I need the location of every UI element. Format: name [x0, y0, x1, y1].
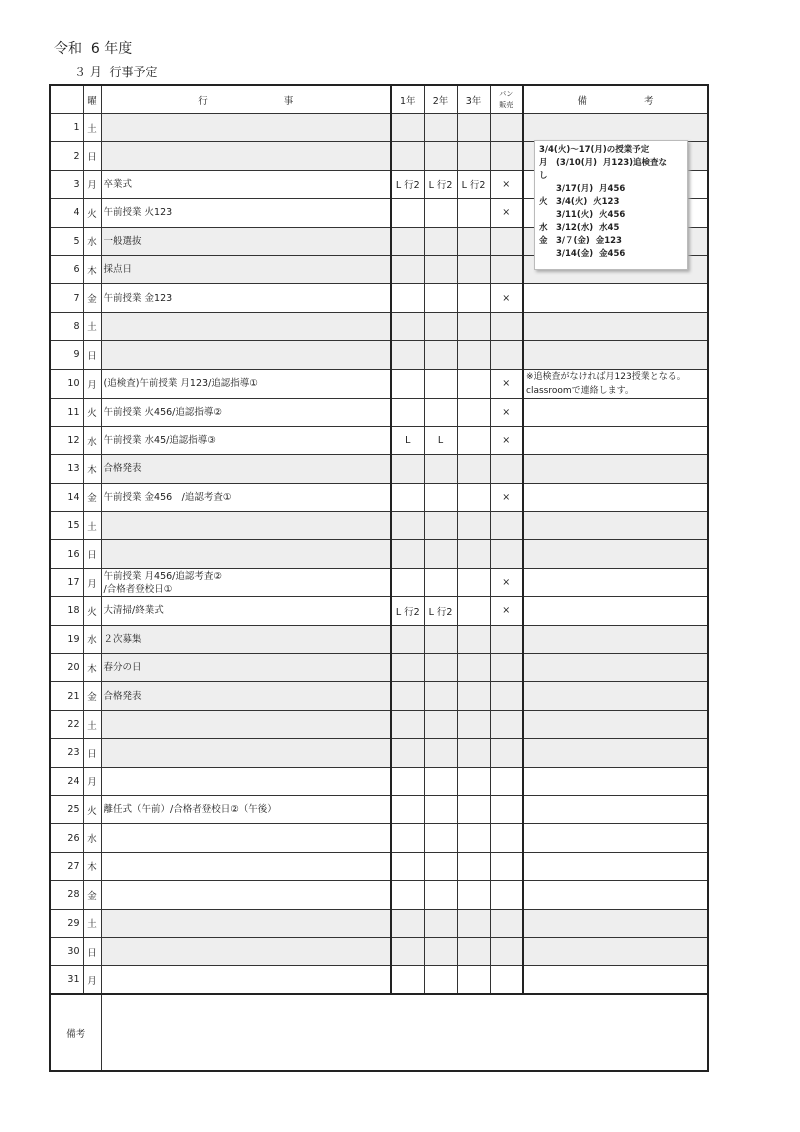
- grade3-cell: [457, 341, 490, 369]
- event-cell: 大清掃/終業式: [101, 597, 391, 625]
- notes-cell: [523, 625, 708, 653]
- grade1-cell: [391, 767, 424, 795]
- notes-cell: [523, 909, 708, 937]
- table-row: [50, 114, 708, 142]
- grade1-cell: [391, 739, 424, 767]
- grade3-cell: L 行2: [457, 170, 490, 198]
- weekday-cell: 日: [83, 739, 101, 767]
- grade2-cell: L: [424, 426, 457, 454]
- pan-sales-cell: [490, 937, 523, 965]
- pan-sales-cell: [490, 767, 523, 795]
- grade2-cell: [424, 512, 457, 540]
- pan-sales-cell: [490, 739, 523, 767]
- grade1-cell: [391, 710, 424, 738]
- grade3-cell: [457, 114, 490, 142]
- grade3-cell: [457, 682, 490, 710]
- grade1-cell: [391, 369, 424, 398]
- table-row: [50, 881, 708, 909]
- weekday-cell: 水: [83, 625, 101, 653]
- table-row: [50, 512, 708, 540]
- popup-line: し: [539, 171, 548, 181]
- notes-cell: [523, 455, 708, 483]
- pan-sales-cell: [490, 227, 523, 255]
- grade2-cell: [424, 710, 457, 738]
- event-cell: [101, 767, 391, 795]
- grade1-cell: [391, 852, 424, 880]
- grade1-cell: [391, 824, 424, 852]
- weekday-cell: 土: [83, 909, 101, 937]
- pan-sales-cell: ×: [490, 426, 523, 454]
- notes-cell: [523, 739, 708, 767]
- grade2-cell: [424, 255, 457, 283]
- grade1-cell: [391, 881, 424, 909]
- table-row: [50, 540, 708, 568]
- event-cell: 合格発表: [101, 455, 391, 483]
- grade3-cell: [457, 455, 490, 483]
- pan-sales-cell: ×: [490, 483, 523, 511]
- pan-sales-cell: [490, 341, 523, 369]
- notes-cell: [523, 682, 708, 710]
- notes-cell: [523, 824, 708, 852]
- popup-line: 月 (3/10(月) 月123)追検査な: [539, 158, 668, 168]
- popup-line: 3/14(金) 金456: [539, 249, 626, 259]
- weekday-cell: 日: [83, 937, 101, 965]
- table-row: [50, 398, 708, 426]
- pan-sales-cell: [490, 881, 523, 909]
- grade3-cell: [457, 227, 490, 255]
- notes-cell: [523, 426, 708, 454]
- day-header: [50, 85, 83, 114]
- weekday-cell: 火: [83, 199, 101, 227]
- weekday-cell: 火: [83, 795, 101, 823]
- grade2-cell: [424, 455, 457, 483]
- weekday-cell: 水: [83, 227, 101, 255]
- event-header: 行 事: [101, 85, 391, 114]
- grade2-cell: [424, 114, 457, 142]
- header-row: [50, 85, 708, 114]
- pan-sales-cell: [490, 540, 523, 568]
- weekday-cell: 月: [83, 568, 101, 596]
- event-cell: [101, 341, 391, 369]
- event-cell: ２次募集: [101, 625, 391, 653]
- pan-sales-cell: [490, 824, 523, 852]
- table-row: [50, 710, 708, 738]
- table-row: [50, 654, 708, 682]
- event-cell: 卒業式: [101, 170, 391, 198]
- event-cell: [101, 710, 391, 738]
- table-row: [50, 312, 708, 340]
- event-cell: 離任式（午前）/合格者登校日②（午後）: [101, 795, 391, 823]
- weekday-cell: 土: [83, 312, 101, 340]
- grade2-cell: [424, 795, 457, 823]
- notes-cell: [523, 312, 708, 340]
- table-row: [50, 795, 708, 823]
- grade1-cell: [391, 795, 424, 823]
- event-cell: [101, 937, 391, 965]
- pan-sales-cell: ×: [490, 369, 523, 398]
- popup-line: 金 3/７(金) 金123: [539, 236, 622, 246]
- weekday-cell: 金: [83, 881, 101, 909]
- grade3-cell: [457, 426, 490, 454]
- day-cell: 11: [50, 398, 83, 426]
- notes-cell: [523, 341, 708, 369]
- grade1-cell: L: [391, 426, 424, 454]
- notes-cell: ※追検査がなければ月123授業となる。 classroomで連絡します。: [523, 369, 708, 398]
- day-cell: 8: [50, 312, 83, 340]
- grade2-cell: [424, 909, 457, 937]
- weekday-cell: 木: [83, 852, 101, 880]
- grade3-cell: [457, 739, 490, 767]
- weekday-cell: 水: [83, 426, 101, 454]
- table-row: [50, 284, 708, 312]
- grade2-cell: [424, 284, 457, 312]
- pan-sales-cell: ×: [490, 597, 523, 625]
- pan-sales-cell: [490, 312, 523, 340]
- popup-line: 3/4(火)～17(月)の授業予定: [539, 145, 650, 155]
- event-cell: 午前授業 水45/追認指導③: [101, 426, 391, 454]
- pan-sales-cell: ×: [490, 199, 523, 227]
- table-row: [50, 625, 708, 653]
- grade3-cell: [457, 568, 490, 596]
- grade3-cell: [457, 710, 490, 738]
- notes-cell: [523, 398, 708, 426]
- grade2-cell: [424, 142, 457, 170]
- weekday-cell: 日: [83, 540, 101, 568]
- day-cell: 27: [50, 852, 83, 880]
- event-cell: 午前授業 金456 /追認考査①: [101, 483, 391, 511]
- day-cell: 25: [50, 795, 83, 823]
- weekday-cell: 土: [83, 512, 101, 540]
- pan-sales-cell: [490, 654, 523, 682]
- weekday-cell: 金: [83, 682, 101, 710]
- grade2-cell: L 行2: [424, 170, 457, 198]
- table-row: [50, 852, 708, 880]
- pan-sales-cell: [490, 909, 523, 937]
- event-cell: (追検査)午前授業 月123/追認指導①: [101, 369, 391, 398]
- event-cell: 午前授業 火456/追認指導②: [101, 398, 391, 426]
- grade3-cell: [457, 540, 490, 568]
- day-cell: 13: [50, 455, 83, 483]
- notes-cell: [523, 937, 708, 965]
- grade3-cell: [457, 597, 490, 625]
- day-cell: 4: [50, 199, 83, 227]
- grade1-cell: [391, 227, 424, 255]
- table-row: [50, 937, 708, 965]
- day-cell: 26: [50, 824, 83, 852]
- event-cell: 一般選抜: [101, 227, 391, 255]
- grade1-header: 1年: [391, 85, 424, 114]
- grade3-cell: [457, 625, 490, 653]
- day-cell: 18: [50, 597, 83, 625]
- grade3-cell: [457, 512, 490, 540]
- weekday-cell: 火: [83, 398, 101, 426]
- notes-cell: [523, 852, 708, 880]
- grade3-cell: [457, 767, 490, 795]
- event-cell: 午前授業 金123: [101, 284, 391, 312]
- grade1-cell: [391, 568, 424, 596]
- grade1-cell: [391, 284, 424, 312]
- notes-header: 備 考: [523, 85, 708, 114]
- footer-notes-area: [101, 994, 708, 1071]
- grade2-cell: [424, 767, 457, 795]
- month-title: ３ 月 行事予定: [74, 65, 158, 79]
- grade1-cell: [391, 937, 424, 965]
- grade1-cell: [391, 625, 424, 653]
- weekday-cell: 土: [83, 710, 101, 738]
- table-row: [50, 909, 708, 937]
- table-row: [50, 597, 708, 625]
- notes-cell: [523, 483, 708, 511]
- grade3-cell: [457, 966, 490, 994]
- day-cell: 17: [50, 568, 83, 596]
- notes-cell: [523, 512, 708, 540]
- weekday-cell: 月: [83, 170, 101, 198]
- grade1-cell: [391, 114, 424, 142]
- event-cell: 午前授業 火123: [101, 199, 391, 227]
- grade1-cell: [391, 483, 424, 511]
- table-row: [50, 966, 708, 994]
- table-row: [50, 483, 708, 511]
- day-cell: 22: [50, 710, 83, 738]
- grade1-cell: [391, 966, 424, 994]
- notes-cell: [523, 966, 708, 994]
- day-cell: 16: [50, 540, 83, 568]
- pan-sales-cell: ×: [490, 398, 523, 426]
- grade2-cell: [424, 483, 457, 511]
- footer-label: 備考: [50, 994, 101, 1071]
- grade1-cell: [391, 398, 424, 426]
- notes-cell: [523, 767, 708, 795]
- weekday-cell: 日: [83, 142, 101, 170]
- pan-sales-cell: [490, 852, 523, 880]
- popup-line: 水 3/12(水) 水45: [539, 223, 620, 233]
- day-cell: 1: [50, 114, 83, 142]
- grade3-cell: [457, 312, 490, 340]
- grade1-cell: [391, 312, 424, 340]
- weekday-header: 曜: [83, 85, 101, 114]
- grade1-cell: [391, 909, 424, 937]
- event-cell: [101, 540, 391, 568]
- popup-line: 3/11(火) 火456: [539, 210, 626, 220]
- grade2-cell: [424, 824, 457, 852]
- grade2-cell: [424, 625, 457, 653]
- notes-cell: [523, 540, 708, 568]
- pan-header-line2: 販売: [499, 100, 514, 109]
- event-cell: [101, 739, 391, 767]
- grade2-cell: [424, 654, 457, 682]
- event-cell: [101, 114, 391, 142]
- grade1-cell: [391, 682, 424, 710]
- day-cell: 24: [50, 767, 83, 795]
- day-cell: 7: [50, 284, 83, 312]
- grade3-cell: [457, 398, 490, 426]
- grade2-cell: [424, 682, 457, 710]
- grade3-cell: [457, 284, 490, 312]
- day-cell: 3: [50, 170, 83, 198]
- day-cell: 2: [50, 142, 83, 170]
- grade1-cell: [391, 455, 424, 483]
- notes-cell: [523, 284, 708, 312]
- grade2-cell: [424, 341, 457, 369]
- grade3-cell: [457, 937, 490, 965]
- notes-cell: [523, 881, 708, 909]
- grade3-cell: [457, 654, 490, 682]
- grade2-cell: [424, 739, 457, 767]
- grade2-cell: [424, 852, 457, 880]
- grade3-header: 3年: [457, 85, 490, 114]
- grade2-cell: [424, 369, 457, 398]
- grade1-cell: [391, 142, 424, 170]
- popup-line: 火 3/4(火) 火123: [539, 197, 620, 207]
- day-cell: 29: [50, 909, 83, 937]
- pan-sales-cell: [490, 682, 523, 710]
- weekday-cell: 月: [83, 369, 101, 398]
- table-row: [50, 341, 708, 369]
- event-cell: [101, 881, 391, 909]
- weekday-cell: 日: [83, 341, 101, 369]
- event-cell: 合格発表: [101, 682, 391, 710]
- pan-sales-cell: ×: [490, 170, 523, 198]
- notes-cell: [523, 654, 708, 682]
- notes-cell: [523, 597, 708, 625]
- day-cell: 30: [50, 937, 83, 965]
- grade2-cell: [424, 881, 457, 909]
- weekday-cell: 月: [83, 767, 101, 795]
- pan-header-line1: パン: [499, 89, 514, 98]
- weekday-cell: 月: [83, 966, 101, 994]
- grade1-cell: [391, 540, 424, 568]
- grade1-cell: [391, 512, 424, 540]
- pan-sales-header: [490, 85, 523, 114]
- weekday-cell: 水: [83, 824, 101, 852]
- grade1-cell: [391, 654, 424, 682]
- pan-sales-cell: ×: [490, 284, 523, 312]
- day-cell: 23: [50, 739, 83, 767]
- grade2-cell: L 行2: [424, 597, 457, 625]
- grade2-cell: [424, 966, 457, 994]
- weekday-cell: 火: [83, 597, 101, 625]
- pan-sales-cell: [490, 512, 523, 540]
- grade3-cell: [457, 795, 490, 823]
- event-cell: 採点日: [101, 255, 391, 283]
- grade2-cell: [424, 398, 457, 426]
- pan-sales-cell: ×: [490, 568, 523, 596]
- footer-row: [50, 994, 708, 1071]
- grade2-cell: [424, 312, 457, 340]
- year-title: 令和 6 年度: [54, 41, 133, 57]
- day-cell: 15: [50, 512, 83, 540]
- weekday-cell: 木: [83, 455, 101, 483]
- pan-sales-cell: [490, 625, 523, 653]
- grade2-header: 2年: [424, 85, 457, 114]
- day-cell: 6: [50, 255, 83, 283]
- pan-sales-cell: [490, 795, 523, 823]
- weekday-cell: 土: [83, 114, 101, 142]
- grade3-cell: [457, 255, 490, 283]
- grade3-cell: [457, 881, 490, 909]
- table-row: [50, 739, 708, 767]
- grade3-cell: [457, 852, 490, 880]
- grade2-cell: [424, 540, 457, 568]
- grade3-cell: [457, 142, 490, 170]
- grade3-cell: [457, 483, 490, 511]
- grade3-cell: [457, 909, 490, 937]
- day-cell: 5: [50, 227, 83, 255]
- day-cell: 28: [50, 881, 83, 909]
- event-cell: [101, 512, 391, 540]
- grade1-cell: [391, 199, 424, 227]
- notes-cell: [523, 568, 708, 596]
- pan-sales-cell: [490, 966, 523, 994]
- day-cell: 12: [50, 426, 83, 454]
- table-row: [50, 455, 708, 483]
- weekday-cell: 金: [83, 284, 101, 312]
- notes-cell: [523, 114, 708, 142]
- grade2-cell: [424, 568, 457, 596]
- table-row: [50, 426, 708, 454]
- weekday-cell: 金: [83, 483, 101, 511]
- pan-sales-cell: [490, 255, 523, 283]
- event-cell: [101, 824, 391, 852]
- event-cell: 午前授業 月456/追認考査② /合格者登校日①: [101, 568, 391, 596]
- table-row: [50, 568, 708, 596]
- grade3-cell: [457, 199, 490, 227]
- grade1-cell: [391, 341, 424, 369]
- event-cell: [101, 909, 391, 937]
- day-cell: 19: [50, 625, 83, 653]
- day-cell: 10: [50, 369, 83, 398]
- grade2-cell: [424, 227, 457, 255]
- pan-sales-cell: [490, 142, 523, 170]
- weekday-cell: 木: [83, 255, 101, 283]
- pan-sales-cell: [490, 114, 523, 142]
- notes-cell: [523, 710, 708, 738]
- pan-sales-cell: [490, 455, 523, 483]
- event-cell: 春分の日: [101, 654, 391, 682]
- table-row: [50, 767, 708, 795]
- event-cell: [101, 852, 391, 880]
- pan-sales-cell: [490, 710, 523, 738]
- popup-line: 3/17(月) 月456: [539, 184, 626, 194]
- table-row: [50, 682, 708, 710]
- grade1-cell: L 行2: [391, 170, 424, 198]
- day-cell: 9: [50, 341, 83, 369]
- grade2-cell: [424, 199, 457, 227]
- grade3-cell: [457, 369, 490, 398]
- grade3-cell: [457, 824, 490, 852]
- grade1-cell: L 行2: [391, 597, 424, 625]
- notes-cell: [523, 795, 708, 823]
- grade2-cell: [424, 937, 457, 965]
- grade1-cell: [391, 255, 424, 283]
- day-cell: 31: [50, 966, 83, 994]
- table-row: [50, 824, 708, 852]
- event-cell: [101, 966, 391, 994]
- day-cell: 21: [50, 682, 83, 710]
- day-cell: 14: [50, 483, 83, 511]
- table-row: [50, 369, 708, 398]
- event-cell: [101, 142, 391, 170]
- weekday-cell: 木: [83, 654, 101, 682]
- day-cell: 20: [50, 654, 83, 682]
- event-cell: [101, 312, 391, 340]
- class-schedule-popup: [534, 140, 688, 270]
